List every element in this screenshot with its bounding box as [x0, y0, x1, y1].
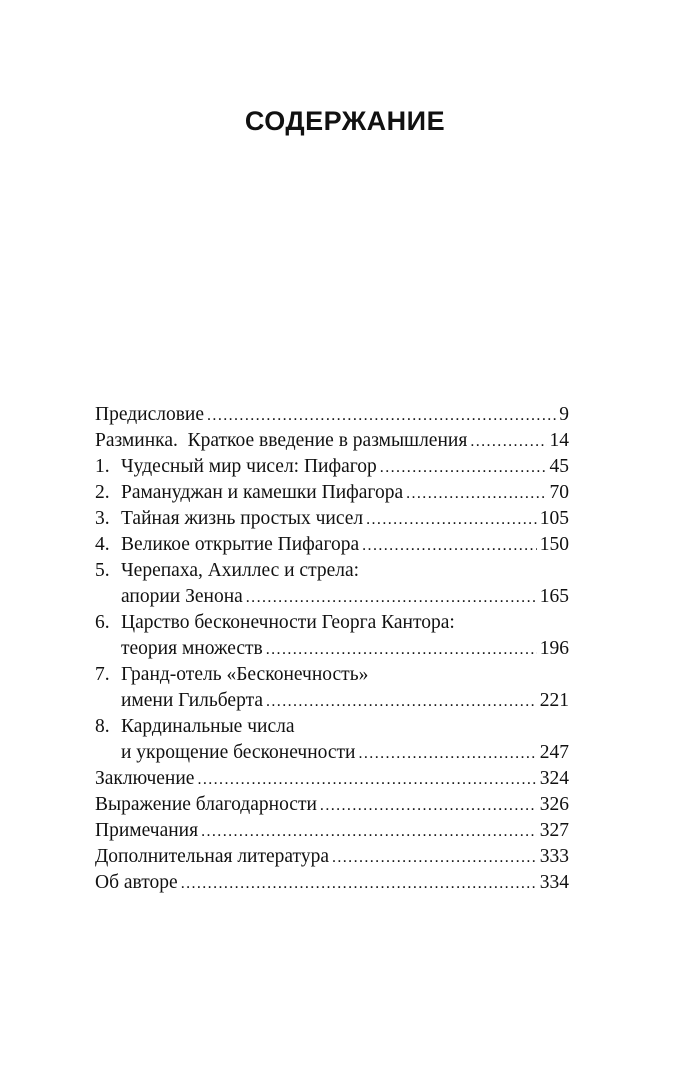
dot-leader	[359, 740, 537, 767]
toc-entry-title: Предисловие	[95, 404, 205, 425]
toc-entry-title: Заключение	[95, 768, 195, 789]
dot-leader	[362, 532, 537, 559]
toc-entry-further-reading[interactable]	[95, 844, 569, 870]
toc-page-number: 221	[539, 690, 569, 711]
dot-leader	[181, 870, 537, 897]
toc-entry-acknowledgements[interactable]	[95, 792, 569, 818]
toc-page-number: 324	[539, 768, 569, 789]
toc-chapter-number: 1.	[95, 456, 110, 477]
toc-chapter-number: 4.	[95, 534, 110, 555]
toc-chapter-number: 2.	[95, 482, 110, 503]
table-of-contents	[95, 402, 569, 896]
toc-entry-chapter-5[interactable]	[95, 558, 569, 584]
dot-leader	[406, 480, 546, 507]
dot-leader	[266, 688, 537, 715]
toc-entry-chapter-1[interactable]	[95, 454, 569, 480]
toc-entry-chapter-2[interactable]	[95, 480, 569, 506]
toc-entry-title-continued: апории Зенона	[121, 586, 243, 607]
toc-entry-warmup[interactable]	[95, 428, 569, 454]
toc-entry-chapter-7-continued[interactable]	[95, 688, 569, 714]
toc-page-number: 70	[549, 482, 569, 503]
toc-page-number: 327	[539, 820, 569, 841]
toc-page-number: 45	[549, 456, 569, 477]
dot-leader	[197, 766, 536, 793]
toc-entry-title-continued: и укрощение бесконечности	[121, 742, 356, 763]
toc-entry-about-author[interactable]	[95, 870, 569, 896]
toc-page-number: 247	[539, 742, 569, 763]
toc-entry-chapter-8-continued[interactable]	[95, 740, 569, 766]
toc-page-number: 334	[539, 872, 569, 893]
toc-entry-title: Черепаха, Ахиллес и стрела:	[121, 560, 360, 581]
toc-page-number: 14	[549, 430, 569, 451]
dot-leader	[320, 792, 537, 819]
toc-entry-notes[interactable]	[95, 818, 569, 844]
dot-leader	[266, 636, 537, 663]
toc-chapter-number: 3.	[95, 508, 110, 529]
dot-leader	[207, 402, 556, 429]
toc-entry-title: Примечания	[95, 820, 199, 841]
toc-entry-title: Кардинальные числа	[121, 716, 295, 737]
toc-entry-title: Гранд-отель «Бесконечность»	[121, 664, 369, 685]
toc-entry-title: Рамануджан и камешки Пифагора	[121, 482, 404, 503]
toc-entry-title: Об авторе	[95, 872, 178, 893]
toc-chapter-number: 5.	[95, 560, 110, 581]
toc-chapter-number: 6.	[95, 612, 110, 633]
toc-entry-title: Тайная жизнь простых чисел	[121, 508, 364, 529]
toc-entry-chapter-7[interactable]	[95, 662, 569, 688]
page-title: СОДЕРЖАНИЕ	[244, 106, 446, 137]
toc-page-number: 150	[539, 534, 569, 555]
toc-chapter-number: 7.	[95, 664, 110, 685]
toc-chapter-number: 8.	[95, 716, 110, 737]
toc-entry-chapter-3[interactable]	[95, 506, 569, 532]
dot-leader	[332, 844, 537, 871]
toc-entry-chapter-6-continued[interactable]	[95, 636, 569, 662]
toc-entry-title: Дополнительная литература	[95, 846, 329, 867]
toc-entry-preface[interactable]	[95, 402, 569, 428]
toc-entry-chapter-5-continued[interactable]	[95, 584, 569, 610]
dot-leader	[201, 818, 537, 845]
dot-leader	[366, 506, 537, 533]
toc-entry-title: Великое открытие Пифагора	[121, 534, 360, 555]
dot-leader	[246, 584, 537, 611]
toc-page-number: 196	[539, 638, 569, 659]
toc-entry-title: Разминка. Краткое введение в размышления	[95, 430, 468, 451]
toc-page-number: 105	[539, 508, 569, 529]
toc-page-number: 326	[539, 794, 569, 815]
toc-entry-title: Выражение благодарности	[95, 794, 317, 815]
toc-page-number: 165	[539, 586, 569, 607]
toc-entry-chapter-8[interactable]	[95, 714, 569, 740]
toc-entry-conclusion[interactable]	[95, 766, 569, 792]
toc-entry-chapter-4[interactable]	[95, 532, 569, 558]
dot-leader	[470, 428, 546, 455]
toc-entry-chapter-6[interactable]	[95, 610, 569, 636]
toc-entry-title-continued: теория множеств	[121, 638, 263, 659]
toc-entry-title: Чудесный мир чисел: Пифагор	[121, 456, 377, 477]
toc-entry-title-continued: имени Гильберта	[121, 690, 263, 711]
toc-entry-title: Царство бесконечности Георга Кантора:	[121, 612, 455, 633]
toc-page-number: 333	[539, 846, 569, 867]
toc-page-number: 9	[559, 404, 569, 425]
dot-leader	[380, 454, 547, 481]
